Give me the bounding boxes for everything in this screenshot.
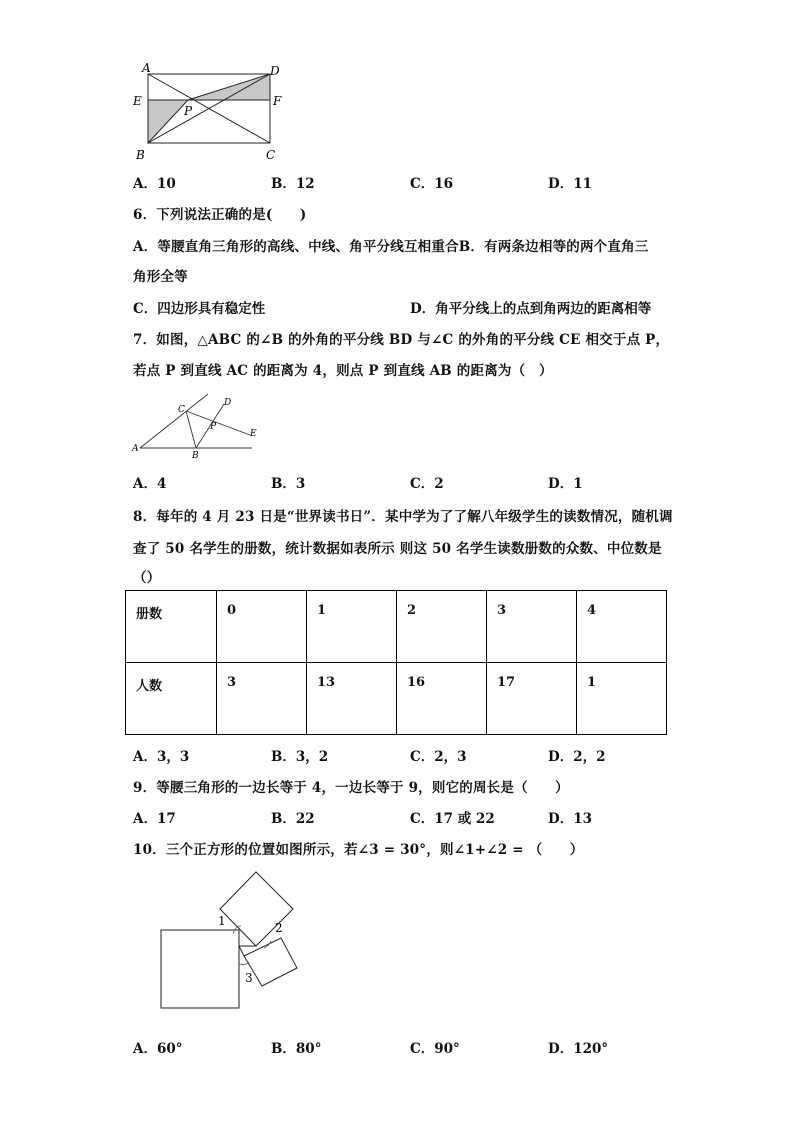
angle-label-3: 3 (245, 971, 253, 985)
label-a: A (132, 444, 139, 454)
q7-option-a[interactable]: A．4 (133, 476, 167, 492)
q6-option-c[interactable]: C．四边形具有稳定性 (133, 301, 266, 317)
label-e: E (133, 94, 142, 108)
q7-option-b[interactable]: B．3 (271, 476, 306, 492)
table-cell: 17 (487, 663, 577, 735)
q5-option-b[interactable]: B．12 (271, 176, 315, 192)
table-cell: 0 (217, 591, 307, 663)
q6-option-b-cont: 角形全等 (133, 269, 188, 285)
q8-option-c[interactable]: C．2，3 (410, 749, 467, 765)
label-c: C (266, 148, 276, 162)
q9-option-c[interactable]: C．17 或 22 (410, 811, 495, 827)
table-cell: 1 (577, 663, 667, 735)
q7-stem-line2: 若点 P 到直线 AC 的距离为 4，则点 P 到直线 AB 的距离为（ ） (133, 363, 553, 379)
table-cell: 册数 (126, 591, 217, 663)
q8-stem-line3: （） (133, 570, 161, 586)
label-f: F (273, 94, 282, 108)
rectangle-figure (130, 58, 290, 168)
table-cell: 3 (217, 663, 307, 735)
shaded-triangle-right (188, 74, 270, 100)
label-a: A (142, 61, 151, 75)
q9-stem: 9．等腰三角形的一边长等于 4，一边长等于 9，则它的周长是（ ） (133, 780, 569, 796)
q9-option-b[interactable]: B．22 (271, 811, 315, 827)
q10-option-d[interactable]: D．120° (548, 1041, 609, 1057)
q5-option-c[interactable]: C．16 (410, 176, 454, 192)
shaded-triangle-left (148, 100, 188, 143)
q10-option-a[interactable]: A．60° (133, 1041, 183, 1057)
q8-option-b[interactable]: B．3，2 (271, 749, 329, 765)
q9-option-d[interactable]: D．13 (548, 811, 592, 827)
q5-option-a[interactable]: A．10 (133, 176, 176, 192)
q8-stem-line1: 8．每年的 4 月 23 日是“世界读书日”．某中学为了了解八年级学生的读数情况，随机调 (133, 509, 673, 525)
label-b: B (192, 451, 199, 460)
q8-option-d[interactable]: D．2，2 (548, 749, 606, 765)
table-row (126, 663, 667, 735)
q7-stem-line1: 7．如图，△ABC 的∠B 的外角的平分线 BD 与∠C 的外角的平分线 CE 相交于点 P， (133, 332, 670, 348)
label-b: B (136, 148, 145, 162)
q10-option-c[interactable]: C．90° (410, 1041, 460, 1057)
q6-option-a-b[interactable]: A．等腰直角三角形的高线、中线、角平分线互相重合B．有两条边相等的两个直角三 (133, 239, 649, 255)
table-cell: 人数 (126, 663, 217, 735)
label-p: P (184, 104, 193, 118)
q8-stem-line2: 查了 50 名学生的册数，统计数据如表所示 则这 50 名学生读数册数的众数、中位数是 (133, 541, 662, 557)
angle-label-2: 2 (275, 921, 283, 935)
reading-stats-table (125, 590, 667, 735)
triangle-bisector-figure (130, 392, 270, 460)
line-ce (186, 411, 250, 435)
q7-option-c[interactable]: C．2 (410, 476, 444, 492)
q7-option-d[interactable]: D．1 (548, 476, 583, 492)
table-cell: 3 (487, 591, 577, 663)
line-c-to-b (186, 411, 196, 448)
label-e: E (250, 429, 257, 439)
table-cell: 16 (397, 663, 487, 735)
q5-option-d[interactable]: D．11 (548, 176, 592, 192)
label-c: C (178, 405, 185, 415)
large-square (161, 930, 239, 1008)
table-cell: 4 (577, 591, 667, 663)
table-cell: 13 (307, 663, 397, 735)
triangle-side (239, 946, 244, 956)
label-d: D (224, 398, 232, 408)
q10-option-b[interactable]: B．80° (271, 1041, 322, 1057)
label-d: D (270, 64, 280, 78)
table-cell: 2 (397, 591, 487, 663)
table-row (126, 591, 667, 663)
three-squares-figure (155, 868, 305, 1018)
q6-stem: 6．下列说法正确的是( ) (133, 207, 307, 223)
angle-label-1: 1 (218, 914, 226, 928)
label-p: P (210, 422, 217, 432)
table-cell: 1 (307, 591, 397, 663)
line-a-to-c (140, 394, 208, 448)
q6-option-d[interactable]: D．角平分线上的点到角两边的距离相等 (410, 301, 652, 317)
q9-option-a[interactable]: A．17 (133, 811, 176, 827)
q10-stem: 10．三个正方形的位置如图所示，若∠3 = 30°，则∠1+∠2 = （ ） (133, 842, 584, 858)
q8-option-a[interactable]: A．3，3 (133, 749, 190, 765)
